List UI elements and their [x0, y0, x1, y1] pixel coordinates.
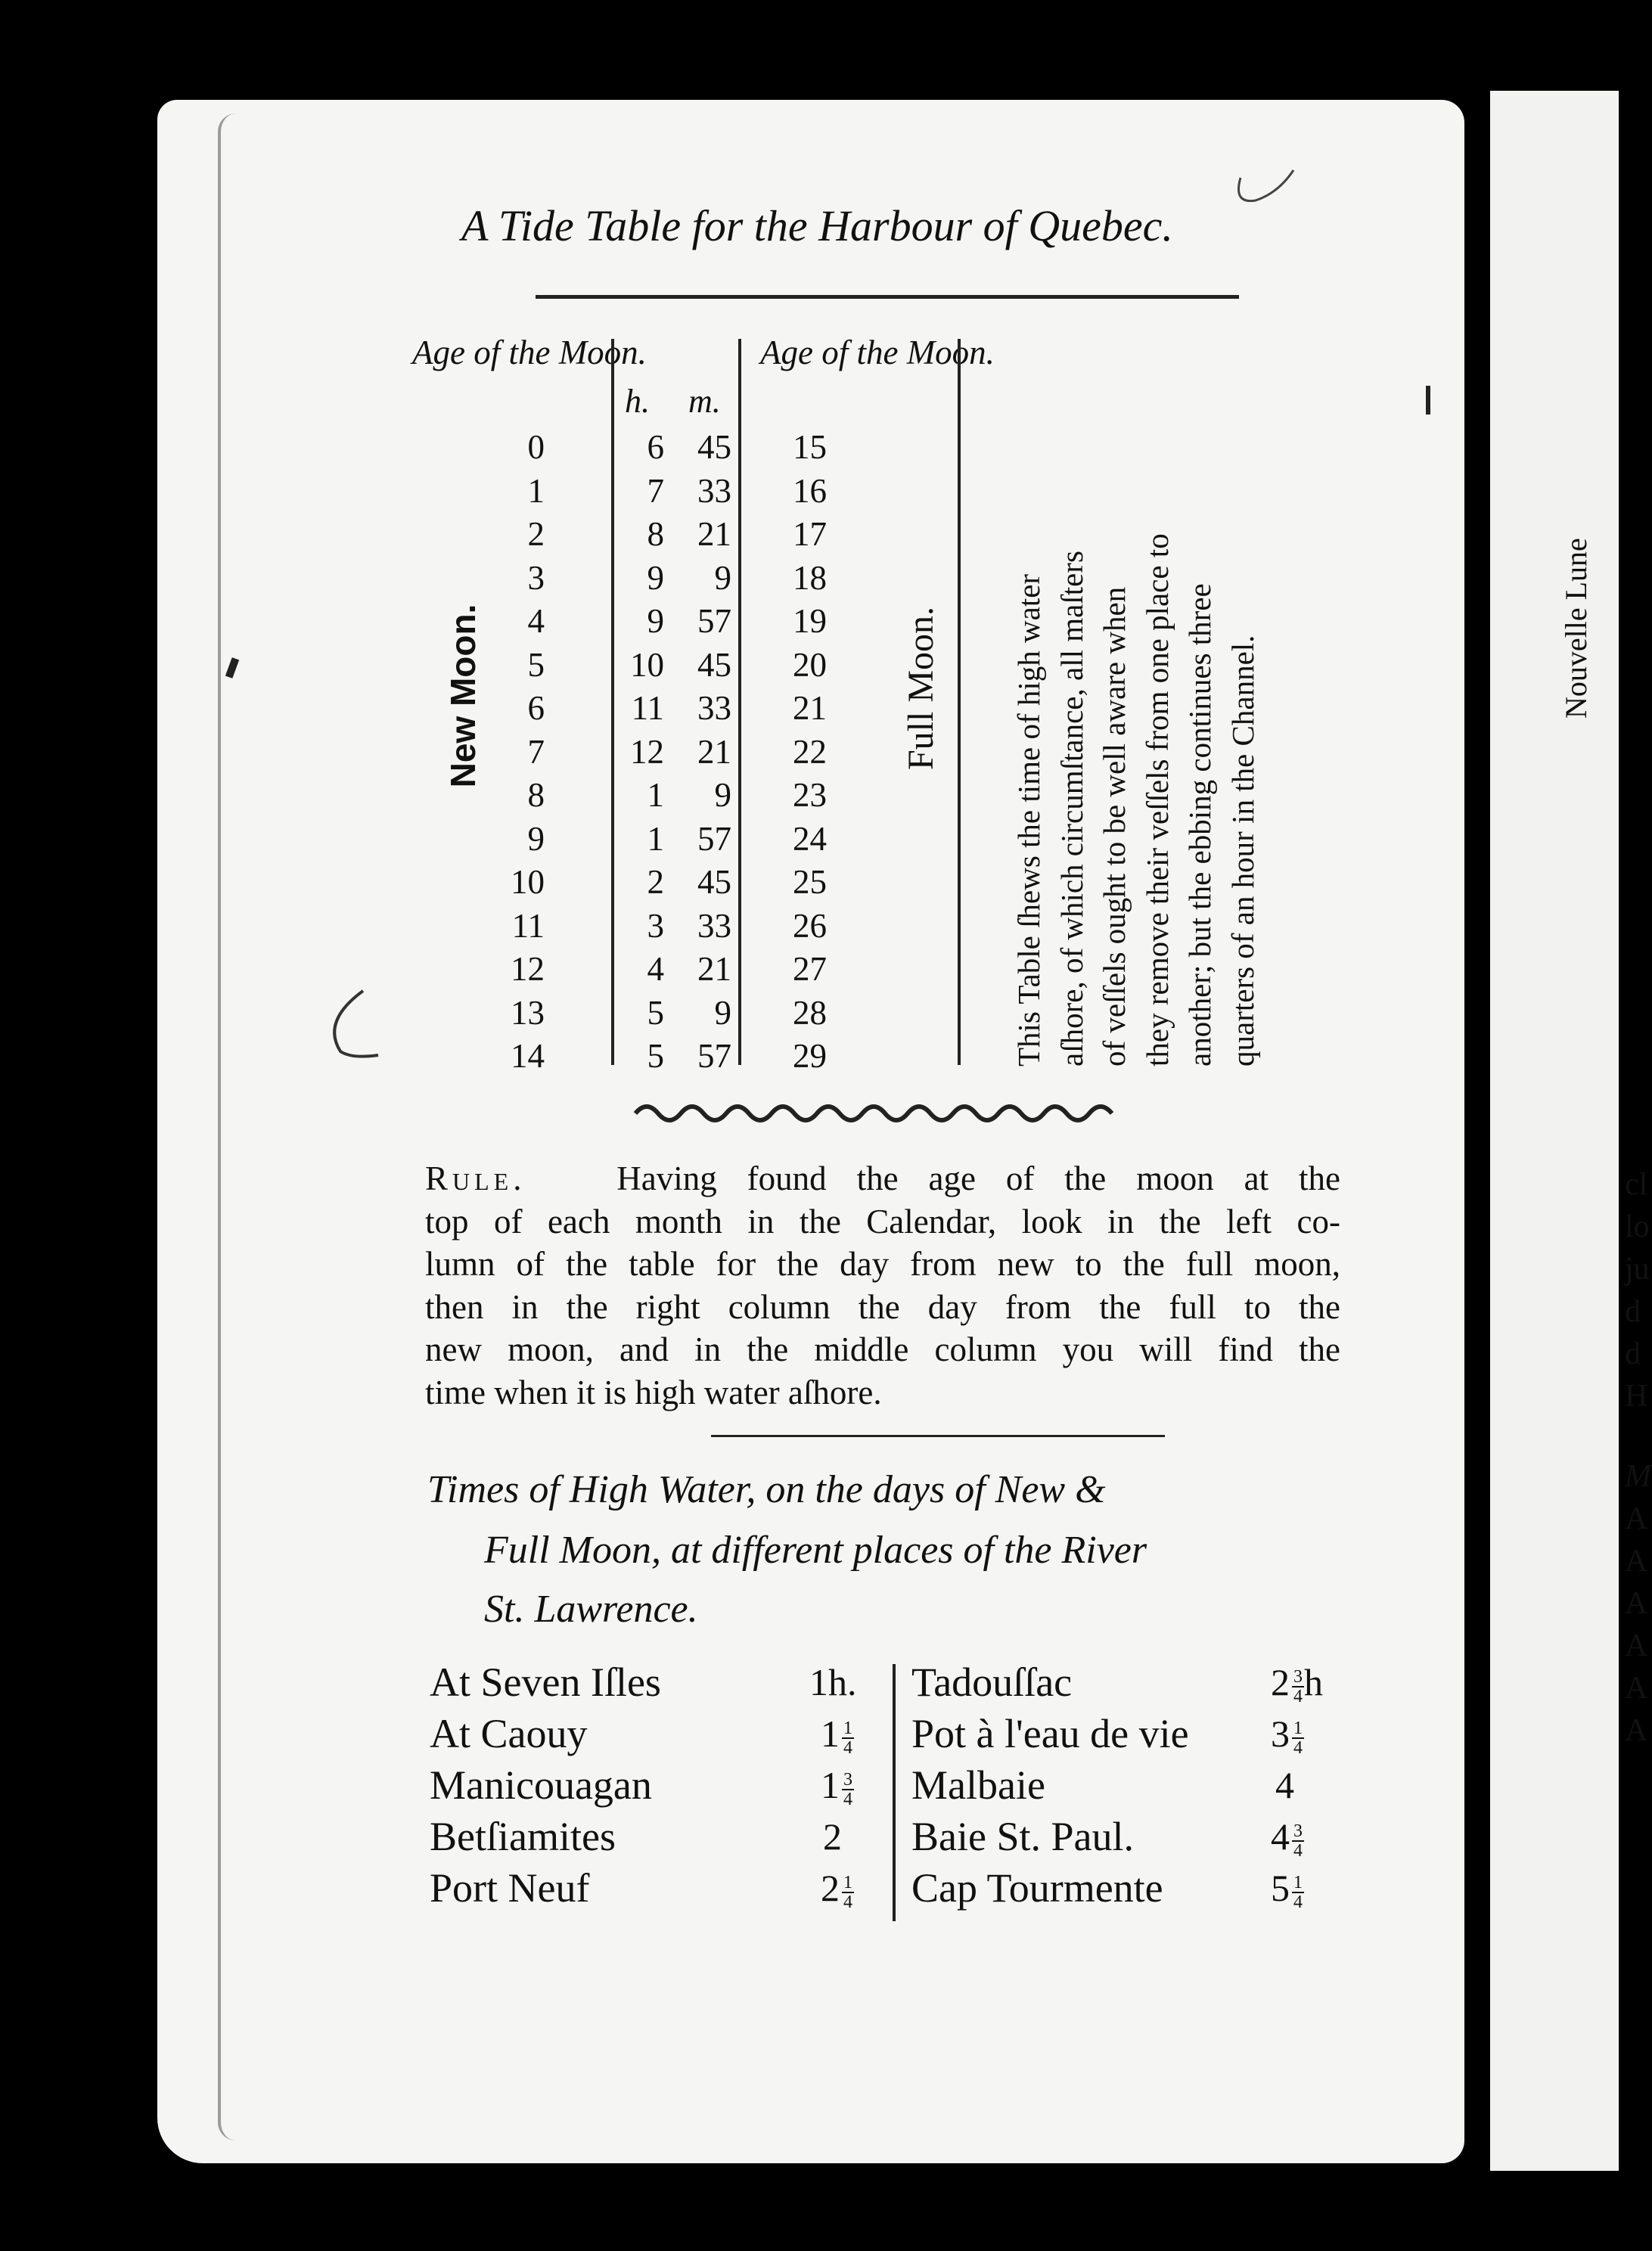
- subtitle-line-3: St. Lawrence.: [484, 1588, 698, 1631]
- table-cell: 6: [527, 689, 545, 727]
- high-water-time: 1 $\frac{3}{4}$: [821, 1764, 852, 1809]
- place-name: Cap Tourmente: [911, 1865, 1163, 1911]
- note-line: they remove their veſſels from one place to: [1139, 533, 1175, 1067]
- table-cell: 33: [697, 471, 731, 510]
- side-note: [1008, 340, 1416, 1067]
- table-cell: 5: [527, 645, 545, 684]
- note-line: another; but the ebbing continues three: [1182, 583, 1217, 1067]
- place-name: At Caouy: [430, 1711, 588, 1756]
- table-cell: 29: [793, 1037, 827, 1075]
- table-cell: 15: [793, 428, 827, 466]
- places-divider: [893, 1664, 896, 1921]
- column-rule-2: [738, 339, 741, 1065]
- place-name: Betſiamites: [430, 1814, 616, 1859]
- minutes-label: m.: [688, 383, 721, 420]
- table-cell: 9: [647, 558, 664, 597]
- table-cell: 18: [793, 558, 827, 597]
- rule-label: Rule.: [425, 1160, 526, 1197]
- high-water-time: 4: [1275, 1764, 1294, 1806]
- place-name: Manicouagan: [430, 1762, 652, 1808]
- table-cell: 20: [793, 645, 827, 684]
- full-moon-label: Full Moon.: [901, 606, 941, 771]
- table-cell: 26: [793, 906, 827, 945]
- high-water-time: 2 $\frac{3}{4}$ h: [1271, 1661, 1323, 1706]
- rule-line: lumn of the table for the day from new to the full moon,: [425, 1245, 1340, 1283]
- pencil-mark: [318, 983, 386, 1067]
- table-cell: 21: [697, 515, 731, 553]
- table-cell: 16: [793, 471, 827, 510]
- table-cell: 5: [647, 993, 664, 1032]
- hours-column: [613, 426, 664, 1079]
- table-cell: 21: [697, 950, 731, 988]
- table-cell: 45: [697, 645, 731, 684]
- table-cell: 5: [647, 1037, 664, 1075]
- table-cell: 45: [697, 428, 731, 466]
- table-cell: 17: [793, 515, 827, 553]
- table-cell: 12: [630, 732, 664, 771]
- table-cell: 9: [714, 993, 731, 1032]
- high-water-time: 4 $\frac{3}{4}$: [1271, 1815, 1303, 1861]
- ink-mark: [1426, 386, 1430, 414]
- table-cell: 27: [793, 950, 827, 988]
- table-cell: 7: [527, 732, 545, 771]
- table-cell: 11: [631, 689, 664, 727]
- table-cell: 21: [793, 689, 827, 727]
- table-cell: 33: [697, 906, 731, 945]
- place-name: Tadouſſac: [911, 1660, 1073, 1705]
- table-cell: 22: [793, 732, 827, 771]
- table-cell: 3: [647, 906, 664, 945]
- table-cell: 23: [793, 776, 827, 814]
- table-cell: 9: [527, 819, 545, 858]
- table-cell: 57: [697, 602, 731, 640]
- table-cell: 0: [527, 428, 545, 466]
- section-rule: [711, 1435, 1165, 1437]
- table-cell: 28: [793, 993, 827, 1032]
- high-water-time: 2: [823, 1815, 842, 1858]
- note-line: aſhore, of which circumſtance, all maſters: [1054, 551, 1089, 1067]
- place-name: At Seven Iſles: [430, 1660, 661, 1705]
- rule-line: new moon, and in the middle column you will find the: [425, 1330, 1340, 1368]
- table-cell: 57: [697, 1037, 731, 1075]
- minutes-column: [677, 426, 731, 1079]
- page-curl-edge: [218, 113, 236, 2141]
- gutter-shadow: [1619, 0, 1652, 2251]
- right-age-header: Age of the Moon.: [760, 334, 995, 371]
- place-name: Port Neuf: [430, 1865, 590, 1911]
- table-cell: 24: [793, 819, 827, 858]
- note-line: quarters of an hour in the Channel.: [1225, 635, 1260, 1067]
- place-name: Pot à l'eau de vie: [911, 1711, 1189, 1756]
- table-cell: 45: [697, 863, 731, 901]
- table-cell: 11: [511, 906, 545, 945]
- hours-label: h.: [625, 383, 650, 420]
- table-cell: 9: [647, 602, 664, 640]
- table-cell: 6: [647, 428, 664, 466]
- table-cell: 10: [630, 645, 664, 684]
- subtitle-line-1: Times of High Water, on the days of New &: [427, 1468, 1106, 1511]
- table-cell: 33: [697, 689, 731, 727]
- place-name: Baie St. Paul.: [911, 1814, 1134, 1859]
- table-cell: 1: [647, 776, 664, 814]
- table-cell: 2: [647, 863, 664, 901]
- table-cell: 19: [793, 602, 827, 640]
- high-water-time: 1 $\frac{1}{4}$: [821, 1712, 852, 1758]
- table-cell: 8: [527, 776, 545, 814]
- table-cell: 4: [527, 602, 545, 640]
- rule-line: time when it is high water aſhore.: [425, 1373, 882, 1411]
- table-cell: 9: [714, 558, 731, 597]
- note-line: of veſſels ought to be well aware when: [1097, 586, 1132, 1067]
- note-line: This Table ſhews the time of high water: [1011, 573, 1046, 1067]
- high-water-time: 5 $\frac{1}{4}$: [1271, 1867, 1303, 1912]
- table-cell: 9: [714, 776, 731, 814]
- rule-line: then in the right column the day from the full to the: [425, 1287, 1340, 1326]
- pencil-mark: [1225, 163, 1301, 216]
- table-cell: 12: [511, 950, 545, 988]
- table-cell: 57: [697, 819, 731, 858]
- new-moon-label: New Moon.: [443, 604, 483, 788]
- full-moon-age-column: [793, 426, 853, 1079]
- title-rule: [536, 295, 1239, 299]
- ornament-divider: [628, 1095, 1127, 1126]
- left-age-header: Age of the Moon.: [412, 334, 647, 371]
- place-name: Malbaie: [911, 1762, 1045, 1808]
- facing-letter-column: cl lo ju d d H M A A A A A A: [1625, 1167, 1651, 1748]
- table-cell: 14: [511, 1037, 545, 1075]
- table-cell: 8: [647, 515, 664, 553]
- rule-line: top of each month in the Calendar, look in the left co-: [425, 1202, 1340, 1240]
- table-cell: 4: [647, 950, 664, 988]
- facing-running-word: Nouvelle Lune: [1559, 538, 1593, 719]
- page-title: A Tide Table for the Harbour of Quebec.: [461, 201, 1173, 250]
- table-cell: 1: [527, 471, 545, 510]
- rule-line: Rule. Having found the age of the moon at the: [425, 1160, 1341, 1197]
- table-cell: 3: [527, 558, 545, 597]
- subtitle-line-2: Full Moon, at different places of the River: [484, 1529, 1147, 1572]
- table-cell: 25: [793, 863, 827, 901]
- table-cell: 13: [511, 993, 545, 1032]
- high-water-time: 1h.: [809, 1661, 857, 1703]
- table-cell: 21: [697, 732, 731, 771]
- table-cell: 1: [647, 819, 664, 858]
- high-water-time: 2 $\frac{1}{4}$: [821, 1867, 852, 1912]
- rule-paragraph: [425, 1157, 1340, 1414]
- new-moon-age-column: [484, 426, 545, 1079]
- column-rule-3: [958, 339, 961, 1065]
- table-cell: 10: [511, 863, 545, 901]
- table-cell: 2: [527, 515, 545, 553]
- high-water-time: 3 $\frac{1}{4}$: [1271, 1712, 1303, 1758]
- table-cell: 7: [647, 471, 664, 510]
